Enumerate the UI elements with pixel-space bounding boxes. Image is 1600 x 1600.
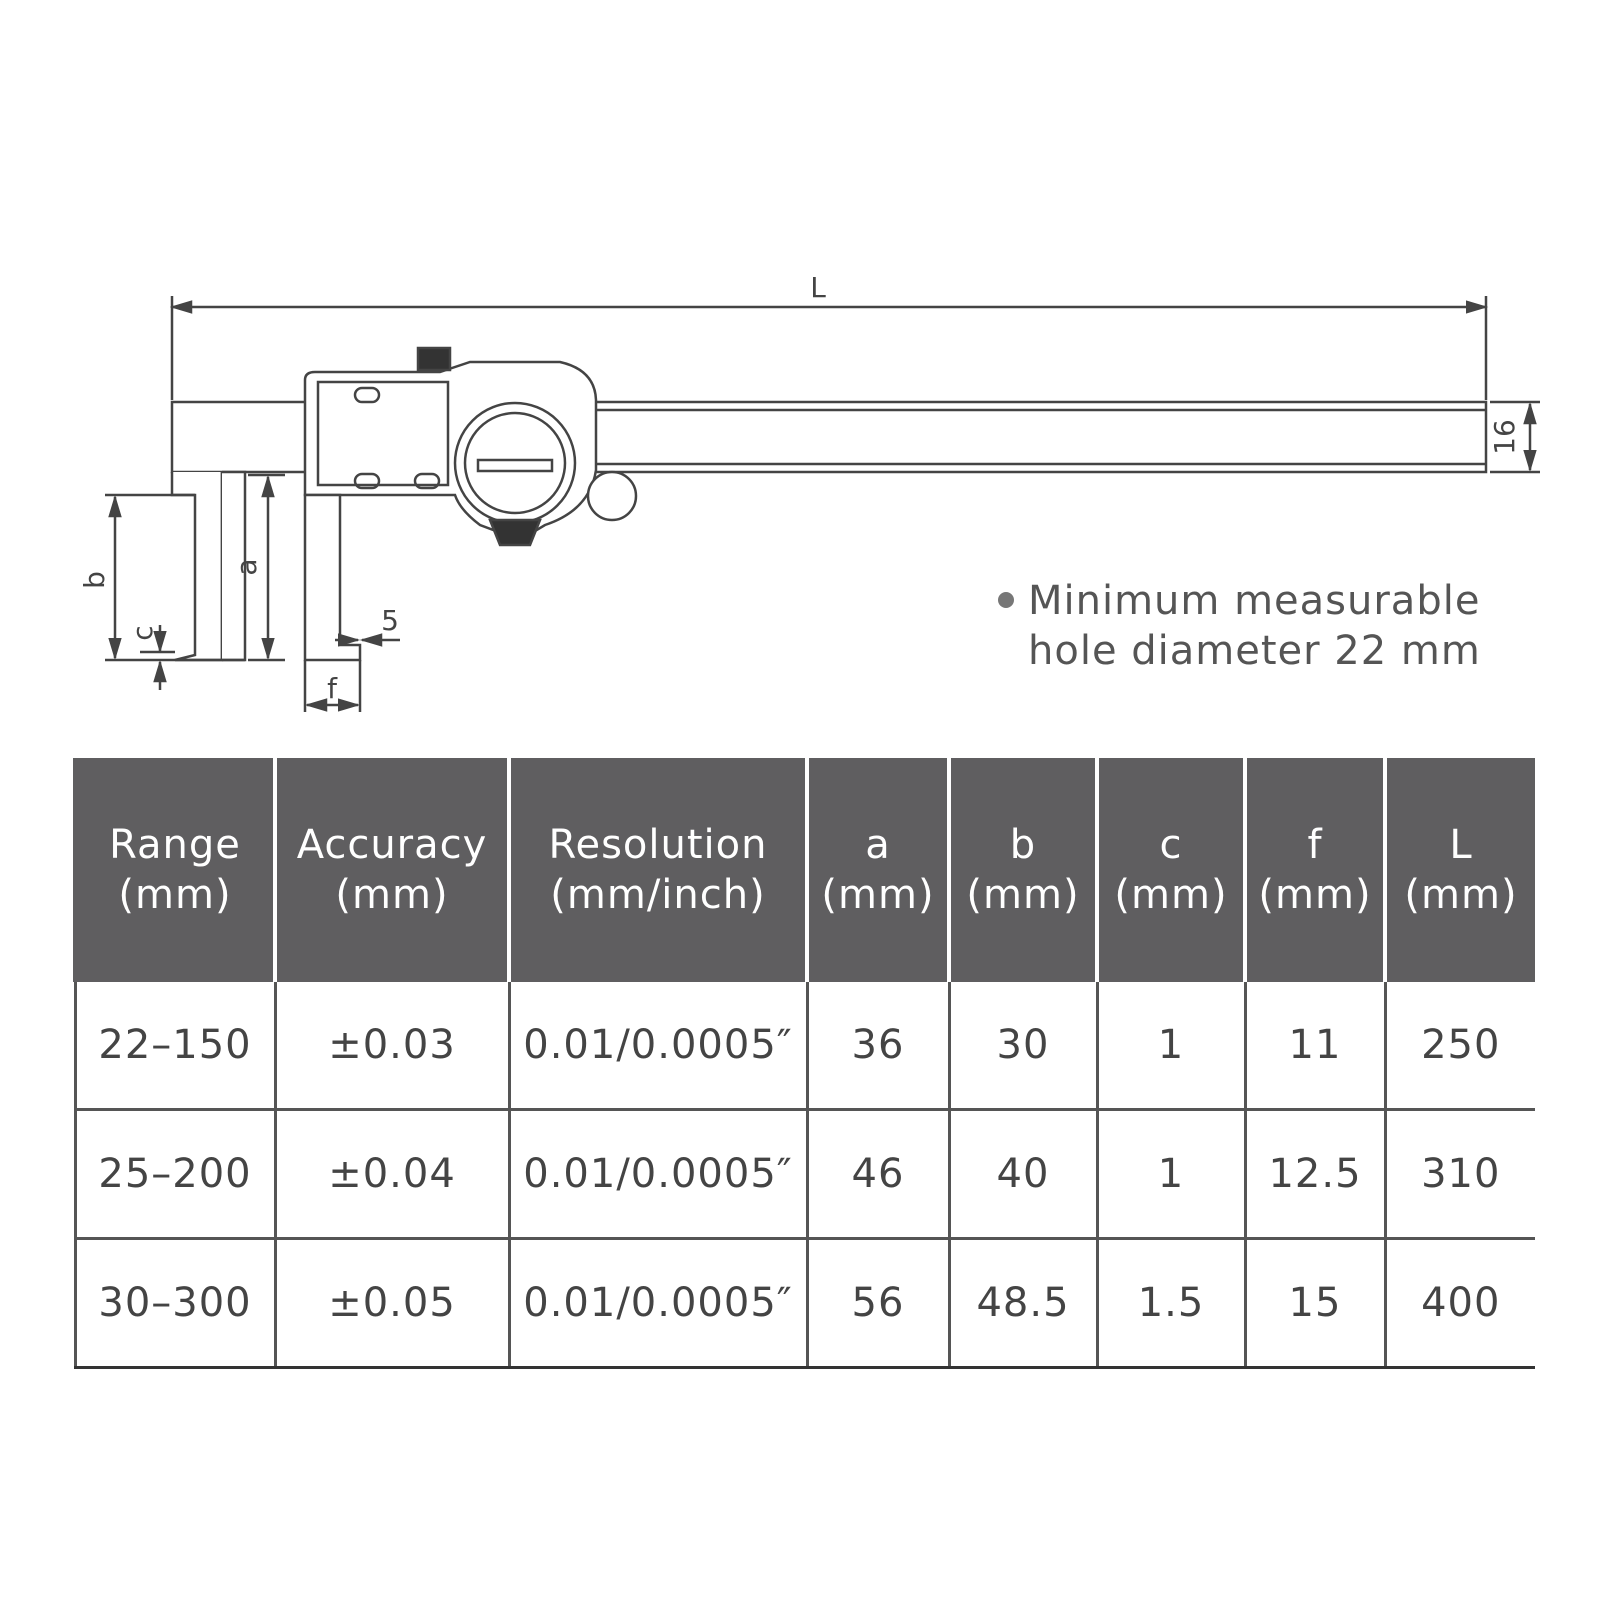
cell-range: 25–200 [75,1110,275,1239]
cell-a: 46 [807,1110,949,1239]
header-c: c (mm) [1097,758,1245,982]
label-b: b [78,571,111,589]
table-row [75,1110,1535,1239]
label-c: c [126,625,159,641]
table-row [75,1239,1535,1368]
cell-b: 40 [949,1110,1097,1239]
cell-a: 36 [807,982,949,1110]
cell-accuracy: ±0.04 [275,1110,509,1239]
note-line-1: Minimum measurable [1028,578,1481,624]
label-16: 16 [1488,419,1521,455]
cell-L: 310 [1385,1110,1535,1239]
label-5: 5 [381,604,399,637]
cell-resolution: 0.01/0.0005″ [509,1239,807,1368]
bullet-icon [998,592,1014,608]
note-line-2: hole diameter 22 mm [1028,628,1481,674]
cell-c: 1 [1097,1110,1245,1239]
header-a: a (mm) [807,758,949,982]
header-L: L (mm) [1385,758,1535,982]
moving-jaw [305,495,360,660]
spec-table [73,758,1535,1369]
label-L: L [810,271,826,304]
thumb-wheel [588,472,636,520]
cell-a: 56 [807,1239,949,1368]
cell-range: 30–300 [75,1239,275,1368]
cell-b: 48.5 [949,1239,1097,1368]
table-row [75,982,1535,1110]
label-f: f [327,672,337,705]
cell-resolution: 0.01/0.0005″ [509,982,807,1110]
cell-c: 1 [1097,982,1245,1110]
header-resolution: Resolution (mm/inch) [509,758,807,982]
header-f: f (mm) [1245,758,1385,982]
knurled-roller [490,520,540,545]
fixed-jaw [172,472,222,660]
cell-accuracy: ±0.05 [275,1239,509,1368]
cell-L: 250 [1385,982,1535,1110]
cell-f: 15 [1245,1239,1385,1368]
header-range: Range (mm) [75,758,275,982]
cell-accuracy: ±0.03 [275,982,509,1110]
table-header-row [75,758,1535,982]
label-a: a [230,558,263,576]
cell-c: 1.5 [1097,1239,1245,1368]
cell-f: 12.5 [1245,1110,1385,1239]
cell-range: 22–150 [75,982,275,1110]
cell-f: 11 [1245,982,1385,1110]
min-hole-note [1000,576,1481,676]
cell-b: 30 [949,982,1097,1110]
cell-resolution: 0.01/0.0005″ [509,1110,807,1239]
header-accuracy: Accuracy (mm) [275,758,509,982]
lock-screw [418,348,450,370]
header-b: b (mm) [949,758,1097,982]
cell-L: 400 [1385,1239,1535,1368]
